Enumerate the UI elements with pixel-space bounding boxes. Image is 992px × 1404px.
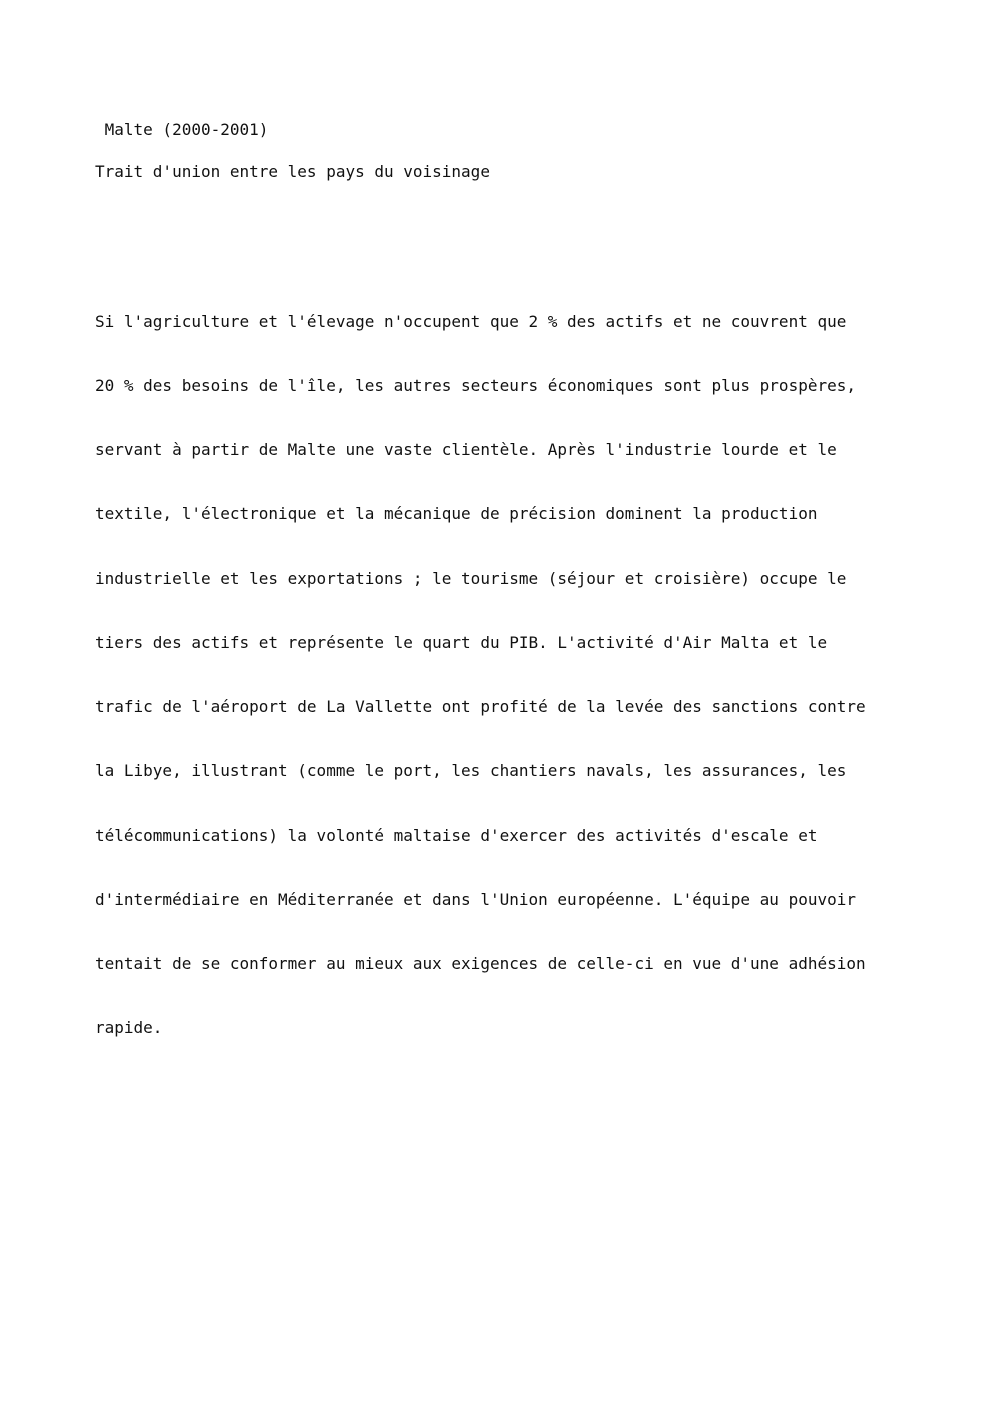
document-subtitle: Trait d'union entre les pays du voisinage	[95, 162, 490, 181]
body-line: tiers des actifs et représente le quart du PIB. L'activité d'Air Malta et le	[95, 632, 828, 652]
body-line: 20 % des besoins de l'île, les autres secteurs économiques sont plus prospères,	[95, 376, 856, 396]
document-title: Malte (2000-2001)	[95, 120, 269, 139]
body-line: télécommunications) la volonté maltaise d'exercer des activités d'escale et	[95, 825, 818, 845]
body-line: d'intermédiaire en Méditerranée et dans l'Union européenne. L'équipe au pouvoir	[95, 889, 856, 909]
body-line: textile, l'électronique et la mécanique de précision dominent la production	[95, 504, 818, 524]
body-line: trafic de l'aéroport de La Vallette ont profité de la levée des sanctions contre	[95, 697, 866, 717]
body-line: rapide.	[95, 1018, 163, 1038]
body-line: industrielle et les exportations ; le tourisme (séjour et croisière) occupe le	[95, 568, 847, 588]
body-line: la Libye, illustrant (comme le port, les chantiers navals, les assurances, les	[95, 761, 847, 781]
body-line: tentait de se conformer au mieux aux exigences de celle-ci en vue d'une adhésion	[95, 954, 866, 973]
body-paragraph	[95, 268, 915, 1081]
body-line: Si l'agriculture et l'élevage n'occupent que 2 % des actifs et ne couvrent que	[95, 311, 847, 331]
body-line: servant à partir de Malte une vaste clientèle. Après l'industrie lourde et le	[95, 440, 837, 460]
